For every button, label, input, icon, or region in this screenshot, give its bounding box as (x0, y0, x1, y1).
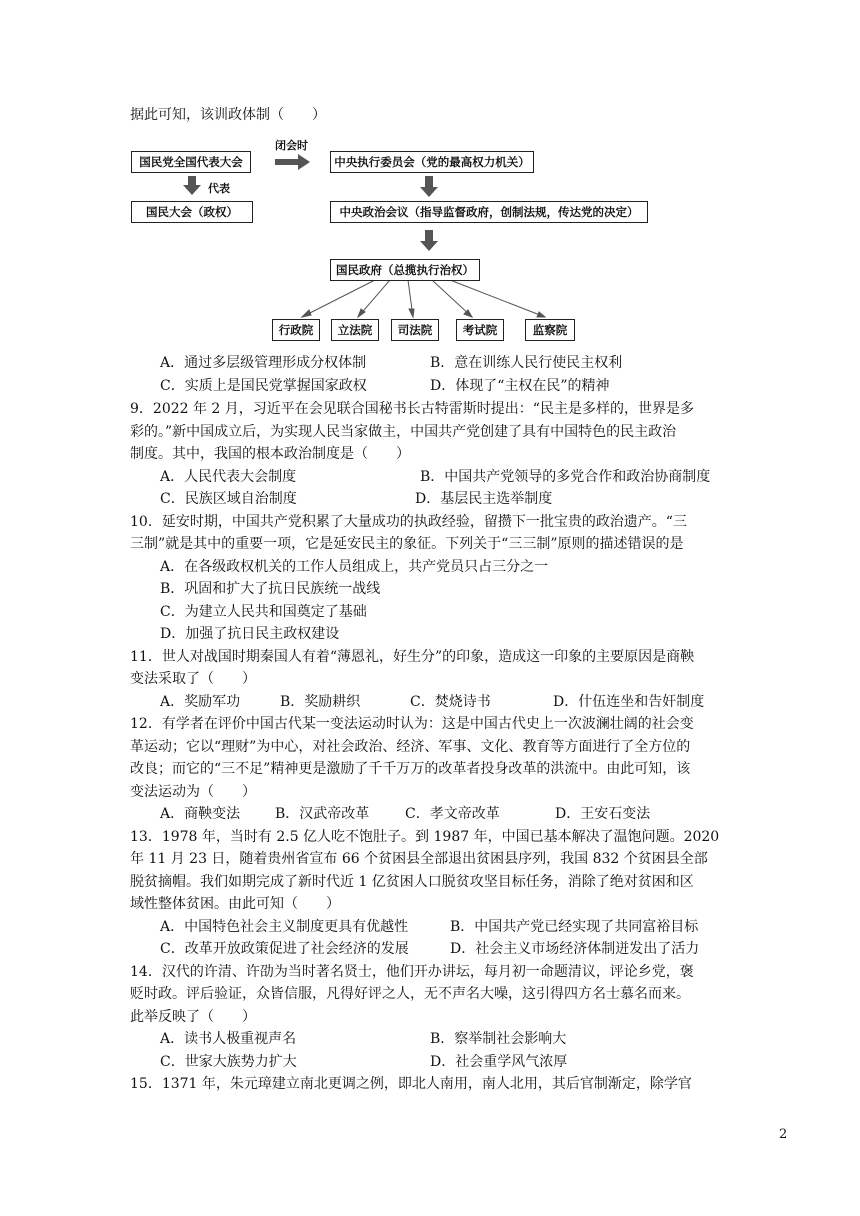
q11-option-a: A．奖励军功 (160, 694, 241, 710)
diagram-connectors (0, 0, 860, 360)
down-arrow-icon (420, 230, 438, 251)
page-number: 2 (779, 1127, 788, 1142)
q14-stem: 14．汉代的许清、许劭为当时著名贤士，他们开办讲坛，每月初一命题清议，评论乡党，褒 (130, 964, 694, 980)
q13-stem: 年 11 月 23 日，随着贵州省宣布 66 个贫困县全部退出贫困县序列，我国 832 个贫困县全部 (130, 851, 708, 867)
q10-option-c: C．为建立人民共和国奠定了基础 (160, 604, 367, 620)
q12-stem: 12．有学者在评价中国古代某一变法运动时认为：这是中国古代史上一次波澜壮阔的社会变 (130, 716, 694, 732)
down-arrow-icon (420, 176, 438, 197)
cec-box: 中央执行委员会（党的最高权力机关） (330, 151, 534, 173)
q14-option-a: A．读书人极重视声名 (160, 1031, 297, 1047)
q8-option-d: D．体现了“主权在民”的精神 (430, 378, 610, 394)
q14-option-c: C．世家大族势力扩大 (160, 1054, 297, 1070)
q8-option-c: C．实质上是国民党掌握国家政权 (160, 378, 367, 394)
q11-option-c: C．焚烧诗书 (410, 694, 491, 710)
q9-option-a: A．人民代表大会制度 (160, 469, 297, 485)
q12-option-c: C．孝文帝改革 (405, 806, 500, 822)
yuan-box-control: 监察院 (525, 319, 575, 341)
q10-stem: 10．延安时期，中国共产党积累了大量成功的执政经验，留攒下一批宝贵的政治遗产。“三 (130, 514, 687, 530)
q9-stem: 制度。其中，我国的根本政治制度是（ ） (130, 446, 410, 462)
q11-stem: 11．世人对战国时期秦国人有着“薄恩礼，好生分”的印象，造成这一印象的主要原因是商鞅 (130, 649, 695, 665)
q8-option-b: B．意在训练人民行使民主权利 (430, 355, 623, 371)
q13-option-d: D．社会主义市场经济体制迸发出了活力 (450, 941, 700, 957)
political-council-box: 中央政治会议（指导监督政府，创制法规，传达党的决定） (330, 201, 648, 223)
kmt-congress-box: 国民党全国代表大会 (131, 151, 251, 173)
yuan-box-legislative: 立法院 (331, 319, 379, 341)
q12-option-b: B．汉武帝改革 (275, 806, 370, 822)
down-arrow-icon (183, 176, 201, 195)
q15-stem: 15．1371 年，朱元璋建立南北更调之例，即北人南用，南人北用，其后官制渐定，除学官 (130, 1076, 692, 1092)
q12-stem: 变法运动为（ ） (130, 784, 256, 800)
q14-stem: 贬时政。评后验证，众皆信服，凡得好评之人，无不声名大噪，这引得四方名士慕名而来。 (130, 986, 690, 1002)
recess-label: 闭会时 (275, 139, 308, 152)
q8-option-a: A．通过多层级管理形成分权体制 (160, 355, 367, 371)
q12-option-a: A．商鞅变法 (160, 806, 241, 822)
q9-stem: 9．2022 年 2 月，习近平在会见联合国秘书长古特雷斯时提出：“民主是多样的，世界是多 (130, 401, 694, 417)
q13-stem: 脱贫摘帽。我们如期完成了新时代近 1 亿贫困人口脱贫攻坚目标任务，消除了绝对贫困和区 (130, 874, 694, 890)
yuan-box-judicial: 司法院 (391, 319, 439, 341)
q12-stem: 革运动；它以“理财”为中心，对社会政治、经济、军事、文化、教育等方面进行了全方位的 (130, 739, 691, 755)
yuan-box-examination: 考试院 (456, 319, 504, 341)
q9-option-c: C．民族区域自治制度 (160, 491, 297, 507)
q10-stem: 三制”就是其中的重要一项，它是延安民主的象征。下列关于“三三制”原则的描述错误的是 (130, 536, 684, 552)
q13-option-b: B．中国共产党已经实现了共同富裕目标 (450, 919, 699, 935)
represent-label: 代表 (208, 182, 230, 195)
q13-option-a: A．中国特色社会主义制度更具有优越性 (160, 919, 409, 935)
q10-option-a: A．在各级政权机关的工作人员组成上，共产党员只占三分之一 (160, 559, 549, 575)
q9-stem: 彩的。”新中国成立后，为实现人民当家做主，中国共产党创建了具有中国特色的民主政治 (130, 424, 677, 440)
q13-stem: 13．1978 年，当时有 2.5 亿人吃不饱肚子。到 1987 年，中国已基本解决了温饱问题。2020 (130, 829, 720, 845)
q11-stem: 变法采取了（ ） (130, 671, 256, 687)
q14-stem: 此举反映了（ ） (130, 1009, 256, 1025)
q13-option-c: C．改革开放政策促进了社会经济的发展 (160, 941, 409, 957)
q9-option-b: B．中国共产党领导的多党合作和政治协商制度 (420, 469, 711, 485)
q10-option-d: D．加强了抗日民主政权建设 (160, 626, 340, 642)
intro-line: 据此可知，该训政体制（ ） (130, 107, 326, 123)
right-arrow-icon (275, 154, 310, 170)
q14-option-b: B．察举制社会影响大 (430, 1031, 567, 1047)
national-assembly-box: 国民大会（政权） (131, 201, 253, 223)
national-government-box: 国民政府（总揽执行治权） (330, 259, 480, 281)
q13-stem: 域性整体贫困。由此可知（ ） (130, 896, 340, 912)
q14-option-d: D．社会重学风气浓厚 (430, 1054, 568, 1070)
q9-option-d: D．基层民主选举制度 (415, 491, 553, 507)
q10-option-b: B．巩固和扩大了抗日民族统一战线 (160, 581, 381, 597)
q12-option-d: D．王安石变法 (555, 806, 651, 822)
q11-option-b: B．奖励耕织 (280, 694, 361, 710)
q11-option-d: D．什伍连坐和告奸制度 (553, 694, 705, 710)
yuan-box-executive: 行政院 (272, 319, 320, 341)
q12-stem: 改良；而它的“三不足”精神更是激励了千千万万的改革者投身改革的洪流中。由此可知，该 (130, 761, 691, 777)
